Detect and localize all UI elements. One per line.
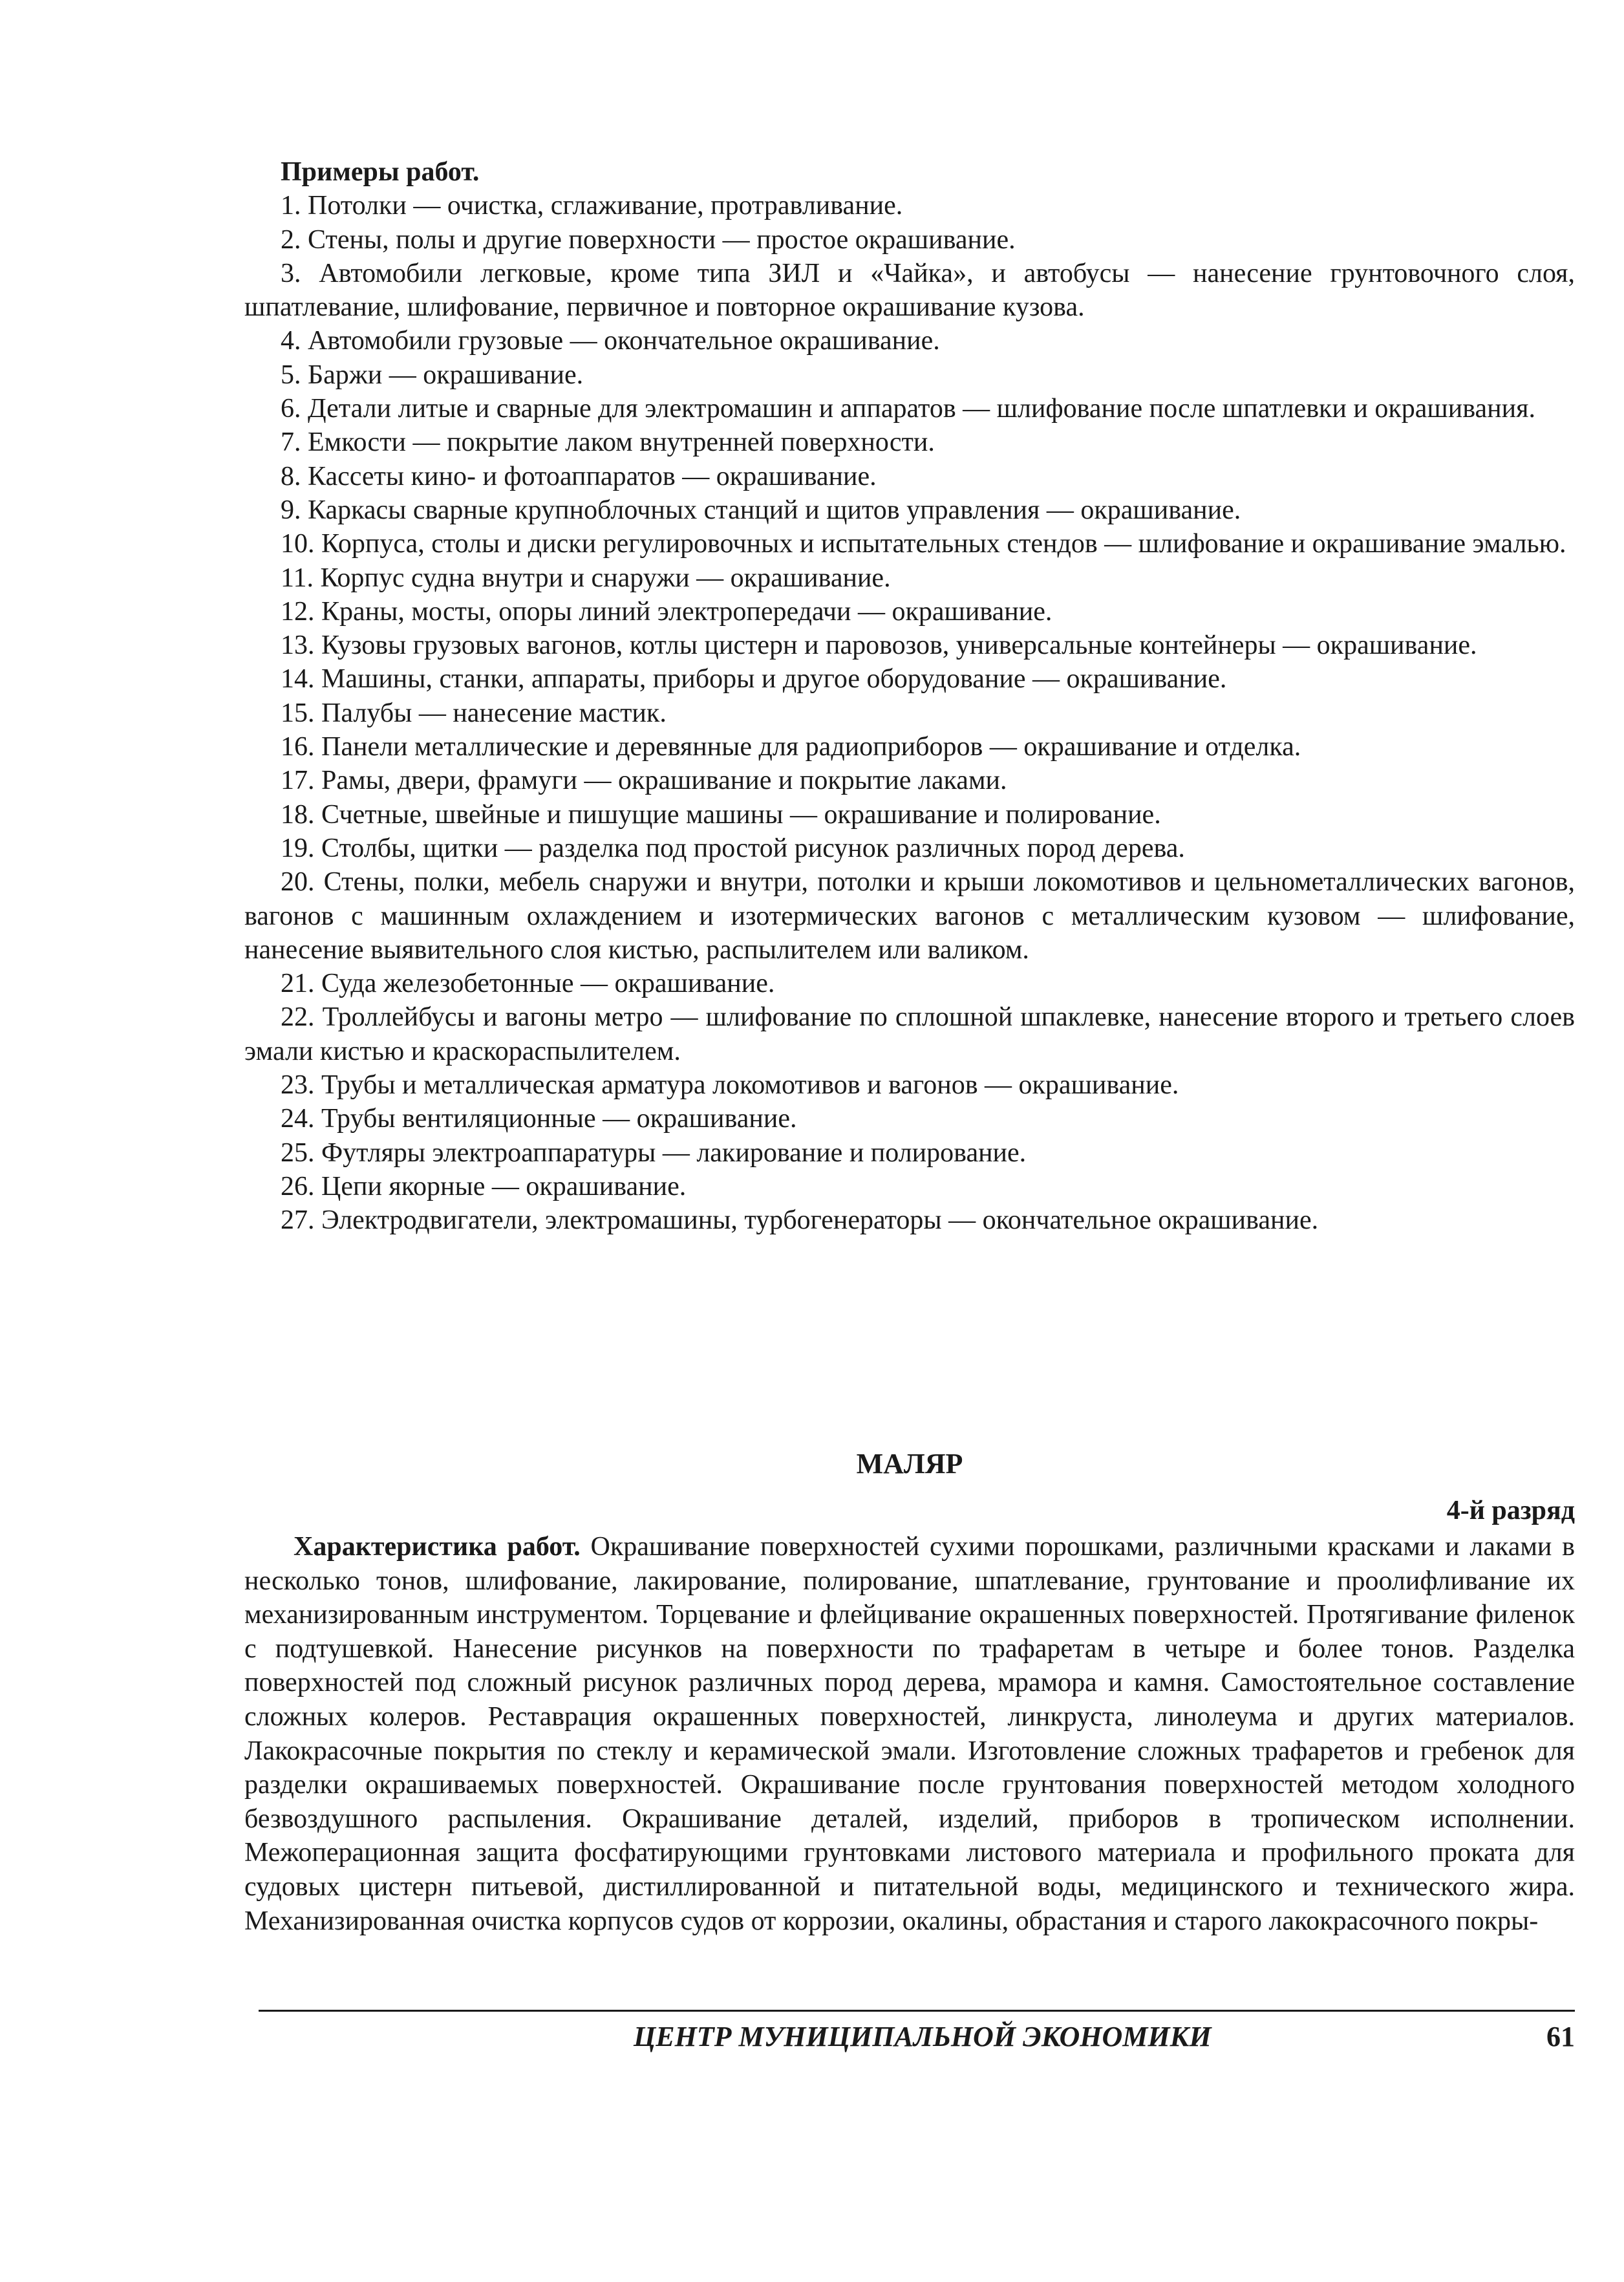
list-item: 12. Краны, мосты, опоры линий электропередачи — окрашивание.: [281, 596, 1052, 627]
list-item: 2. Стены, полы и другие поверхности — простое окрашивание.: [281, 224, 1016, 255]
list-item: 3. Автомобили легковые, кроме типа ЗИЛ и «Чайка», и автобусы — нанесение грунтовочного слоя, шпатлевание, шлифование, первичное и повторное окрашивание кузова.: [244, 258, 1575, 323]
list-item: 15. Палубы — нанесение мастик.: [281, 698, 667, 728]
list-item: 19. Столбы, щитки — разделка под простой рисунок различных пород дерева.: [281, 833, 1185, 863]
list-item: 26. Цепи якорные — окрашивание.: [281, 1171, 687, 1201]
list-item: 23. Трубы и металлическая арматура локомотивов и вагонов — окрашивание.: [281, 1070, 1179, 1101]
list-item: 9. Каркасы сварные крупноблочных станций и щитов управления — окрашивание.: [281, 495, 1241, 525]
list-item: 21. Суда железобетонные — окрашивание.: [281, 969, 775, 999]
examples-section: [244, 155, 1575, 1238]
list-item: 16. Панели металлические и деревянные для радиоприборов — окрашивание и отделка.: [281, 732, 1301, 762]
characteristic-paragraph: [244, 1530, 1575, 1938]
examples-title: Примеры работ.: [281, 157, 480, 187]
list-item: 7. Емкости — покрытие лаком внутренней поверхности.: [281, 427, 935, 458]
list-item: 22. Троллейбусы и вагоны метро — шлифование по сплошной шпаклевке, нанесение второго и третьего слоев эмали кистью и краскораспылителем.: [244, 1002, 1575, 1066]
characteristic-text: Окрашивание поверхностей сухими порошками, различными красками и лаками в несколько тонов, шлифование, лакирование, полирование, шпатлевание, грунтование и проолифливание их механизированным инструментом. Торцевание и флейцивание окрашенных поверхностей. Протягивание филенок с подтушевкой. Нанесение рисунков на поверхности по трафаретам в четыре и более тонов. Разделка поверхностей под сложный рисунок различных пород дерева, мрамора и камня. Самостоятельное составление сложных колеров. Реставрация окрашенных поверхностей, линкруста, линолеума и других материалов. Лакокрасочные покрытия по стеклу и керамической эмали. Изготовление сложных трафаретов и гребенок для разделки окрашиваемых поверхностей. Окрашивание после грунтования поверхностей методом холодного безвоздушного распыления. Окрашивание деталей, изделий, приборов в тропическом исполнении. Межоперационная защита фосфатирующими грунтовками листового материала и профильного проката для судовых цистерн питьевой, дистиллированной и питательной воды, медицинского и технического жира. Механизированная очистка корпусов судов от коррозии, окалины, обрастания и старого лакокрасочного покры-: [244, 1532, 1575, 1936]
list-item: 5. Баржи — окрашивание.: [281, 360, 584, 390]
list-item: 17. Рамы, двери, фрамуги — окрашивание и покрытие лаками.: [281, 766, 1007, 796]
list-item: 13. Кузовы грузовых вагонов, котлы цистерн и паровозов, универсальные контейнеры — окрашивание.: [281, 630, 1477, 661]
list-item: 24. Трубы вентиляционные — окрашивание.: [281, 1104, 797, 1134]
list-item: 1. Потолки — очистка, сглаживание, протравливание.: [281, 191, 903, 221]
characteristic-label: Характеристика работ.: [294, 1532, 581, 1562]
list-item: 11. Корпус судна внутри и снаружи — окрашивание.: [281, 563, 891, 593]
list-item: 18. Счетные, швейные и пишущие машины — окрашивание и полирование.: [281, 799, 1161, 830]
list-item: 10. Корпуса, столы и диски регулировочных и испытательных стендов — шлифование и окрашивание эмалью.: [281, 529, 1566, 559]
profession-heading: МАЛЯР: [856, 1448, 963, 1480]
page-number: 61: [1546, 2021, 1575, 2052]
footer-divider: [259, 2010, 1575, 2012]
list-item: 27. Электродвигатели, электромашины, турбогенераторы — окончательное окрашивание.: [281, 1205, 1319, 1236]
list-item: 6. Детали литые и сварные для электромашин и аппаратов — шлифование после шпатлевки и окрашивания.: [281, 394, 1535, 424]
list-item: 20. Стены, полки, мебель снаружи и внутри, потолки и крыши локомотивов и цельнометаллических вагонов, вагонов с машинным охлаждением и изотермических вагонов с металлическим кузовом — шлифование, нанесение выявительного слоя кистью, распылителем или валиком.: [244, 867, 1575, 965]
list-item: 8. Кассеты кино- и фотоаппаратов — окрашивание.: [281, 461, 877, 491]
list-item: 25. Футляры электроаппаратуры — лакирование и полирование.: [281, 1137, 1027, 1168]
footer-title: ЦЕНТР МУНИЦИПАЛЬНОЙ ЭКОНОМИКИ: [634, 2021, 1212, 2052]
list-item: 4. Автомобили грузовые — окончательное окрашивание.: [281, 326, 940, 356]
grade-label: 4-й разряд: [1446, 1496, 1575, 1525]
examples-list: [244, 189, 1575, 1237]
list-item: 14. Машины, станки, аппараты, приборы и другое оборудование — окрашивание.: [281, 664, 1227, 694]
